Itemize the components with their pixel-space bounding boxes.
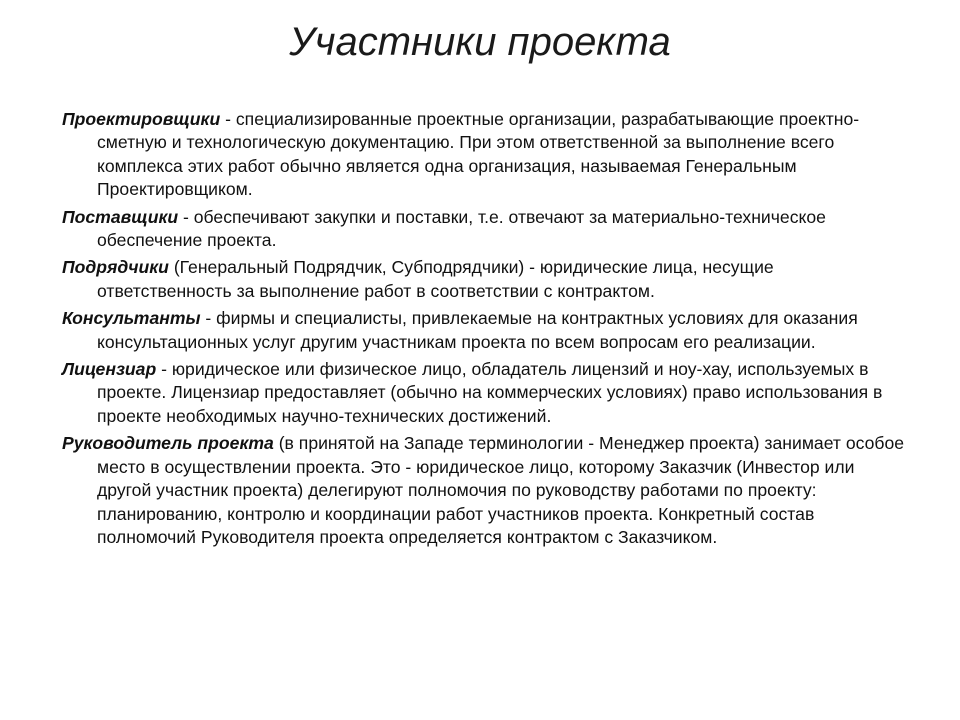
paragraph-designers bbox=[62, 108, 908, 202]
definition-suppliers: - обеспечивают закупки и поставки, т.е. отвечают за материально-техническое обеспечение проекта. bbox=[97, 206, 826, 251]
definition-consultants: - фирмы и специалисты, привлекаемые на контрактных условиях для оказания консультационных услуг другим участникам проекта по всем вопросам его реализации. bbox=[97, 308, 858, 352]
term-contractors: Подрядчики bbox=[62, 257, 169, 278]
paragraph-licensor bbox=[62, 358, 908, 428]
paragraph-project-manager bbox=[62, 432, 908, 549]
term-suppliers: Поставщики bbox=[62, 206, 179, 227]
definition-designers: - специализированные проектные организации, разрабатывающие проектно-сметную и технологическую документацию. При этом ответственной за выполнение всего комплекса этих работ обычно является одна организация, называемая Генеральным Проектировщиком. bbox=[97, 109, 860, 200]
term-designers: Проектировщики bbox=[62, 109, 221, 129]
term-licensor: Лицензиар bbox=[62, 359, 157, 380]
term-project-manager: Руководитель проекта bbox=[62, 433, 274, 454]
definition-project-manager: (в принятой на Западе терминологии - Менеджер проекта) занимает особое место в осуществлении проекта. Это - юридическое лицо, которому Заказчик (Инвестор или другой участник проекта) делегируют полномочия по руководству работами по проекту: планированию, контролю и координации работ участников проекта. Конкретный состав полномочий Руководителя проекта определяется контрактом с Заказчиком. bbox=[97, 433, 905, 547]
paragraph-suppliers bbox=[62, 206, 908, 253]
slide-title: Участники проекта bbox=[289, 20, 671, 64]
paragraph-consultants bbox=[62, 307, 908, 354]
definition-contractors: (Генеральный Подрядчик, Субподрядчики) - юридические лица, несущие ответственность за выполнение работ в соответствии с контрактом. bbox=[97, 257, 774, 301]
slide-body bbox=[62, 108, 908, 553]
term-consultants: Консультанты bbox=[62, 308, 201, 329]
definition-licensor: - юридическое или физическое лицо, обладатель лицензий и ноу-хау, используемых в проекте. Лицензиар предоставляет (обычно на коммерческих условиях) право использования в проекте необходимых научно-технических достижений. bbox=[97, 359, 883, 426]
paragraph-contractors bbox=[62, 256, 908, 303]
